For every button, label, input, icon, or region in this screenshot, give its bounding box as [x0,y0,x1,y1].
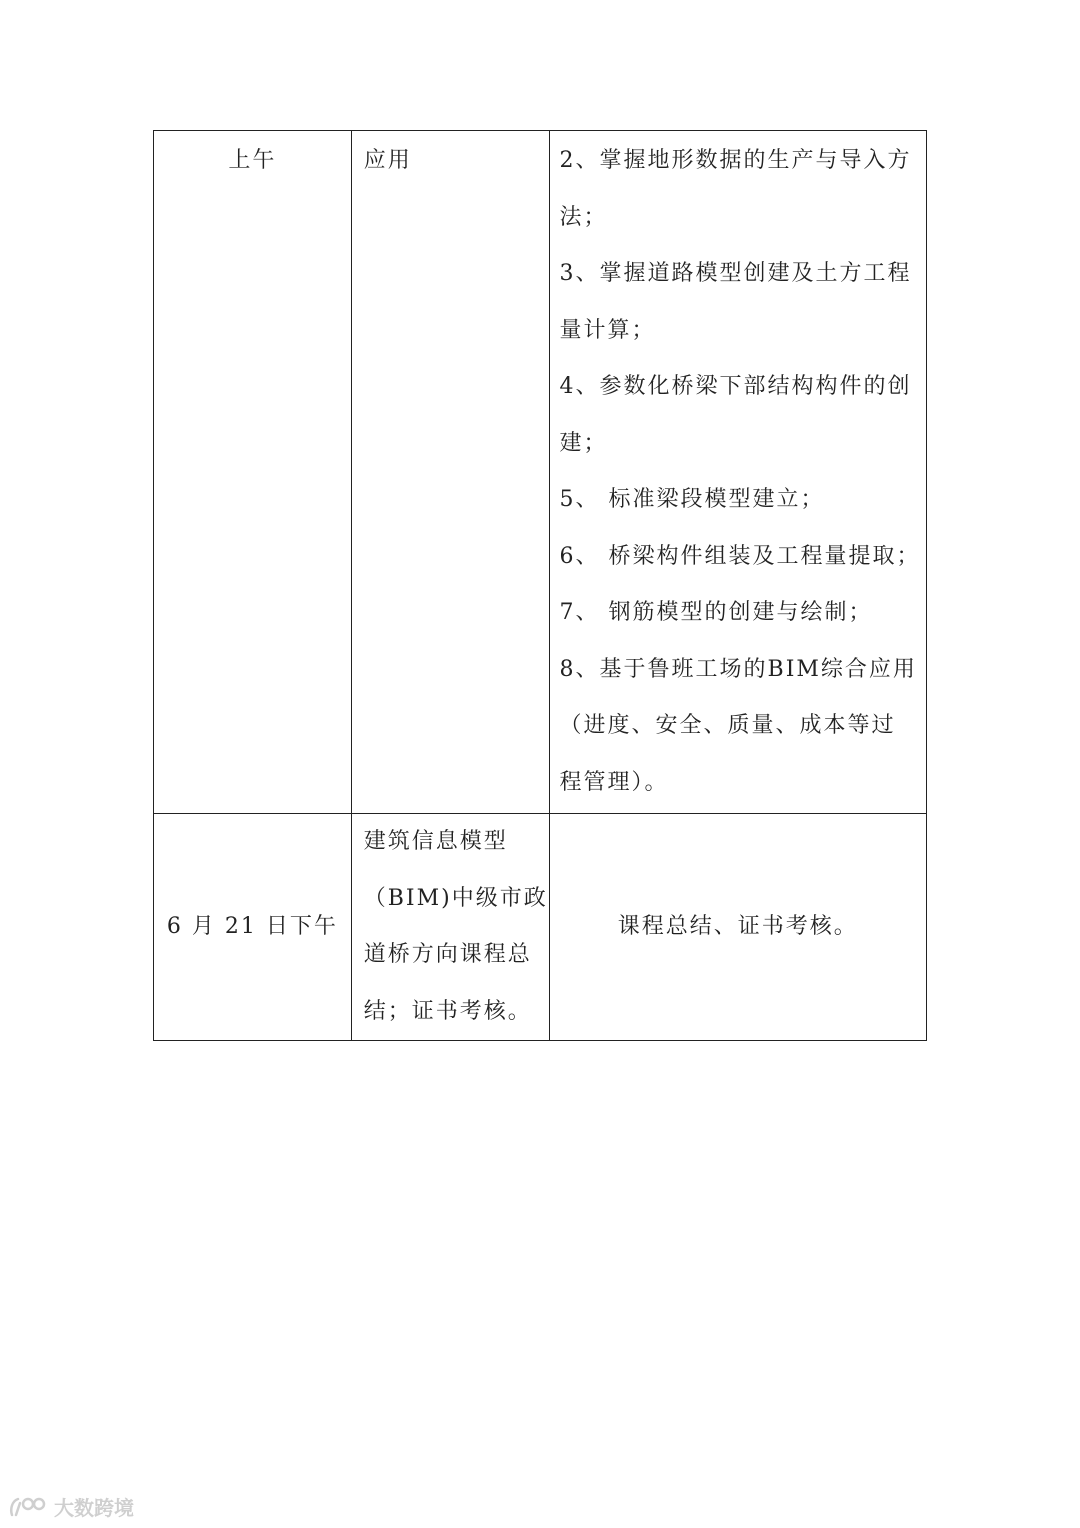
table-row [154,131,927,814]
watermark [8,1492,134,1521]
topic-cell [351,814,549,1041]
content-line: 2、掌握地形数据的生产与导入方 [559,148,912,173]
topic-line: 结；证书考核。 [363,998,532,1024]
brand-logo-icon [8,1495,48,1519]
topic-line: 建筑信息模型 [363,829,508,854]
content-line: 法； [559,204,608,230]
content-line: （进度、安全、质量、成本等过 [559,713,896,738]
content-line: 5、 标准梁段模型建立； [559,487,825,512]
content-line: 7、 钢筋模型的创建与绘制； [559,600,873,625]
topic-cell: 应用 [351,131,549,814]
content-line: 程管理）。 [559,769,669,795]
content-line: 8、基于鲁班工场的BIM综合应用 [559,656,917,682]
content-line: 3、掌握道路模型创建及土方工程 [559,261,912,286]
content-cell [549,131,926,814]
content-line: 量计算； [559,317,656,343]
topic-line: （BIM)中级市政 [363,885,548,911]
content-line: 6、 桥梁构件组装及工程量提取； [559,543,921,569]
schedule-table [153,130,927,1041]
table-row [154,814,927,1041]
content-line: 4、参数化桥梁下部结构构件的创 [559,374,912,399]
content-cell: 课程总结、证书考核。 [549,814,926,1041]
topic-line: 道桥方向课程总 [363,942,532,967]
date-cell: 6 月 21 日下午 [154,814,352,1041]
time-cell: 上午 [154,131,352,814]
watermark-text: 大数跨境 [54,1496,134,1520]
content-line: 建； [559,430,608,456]
